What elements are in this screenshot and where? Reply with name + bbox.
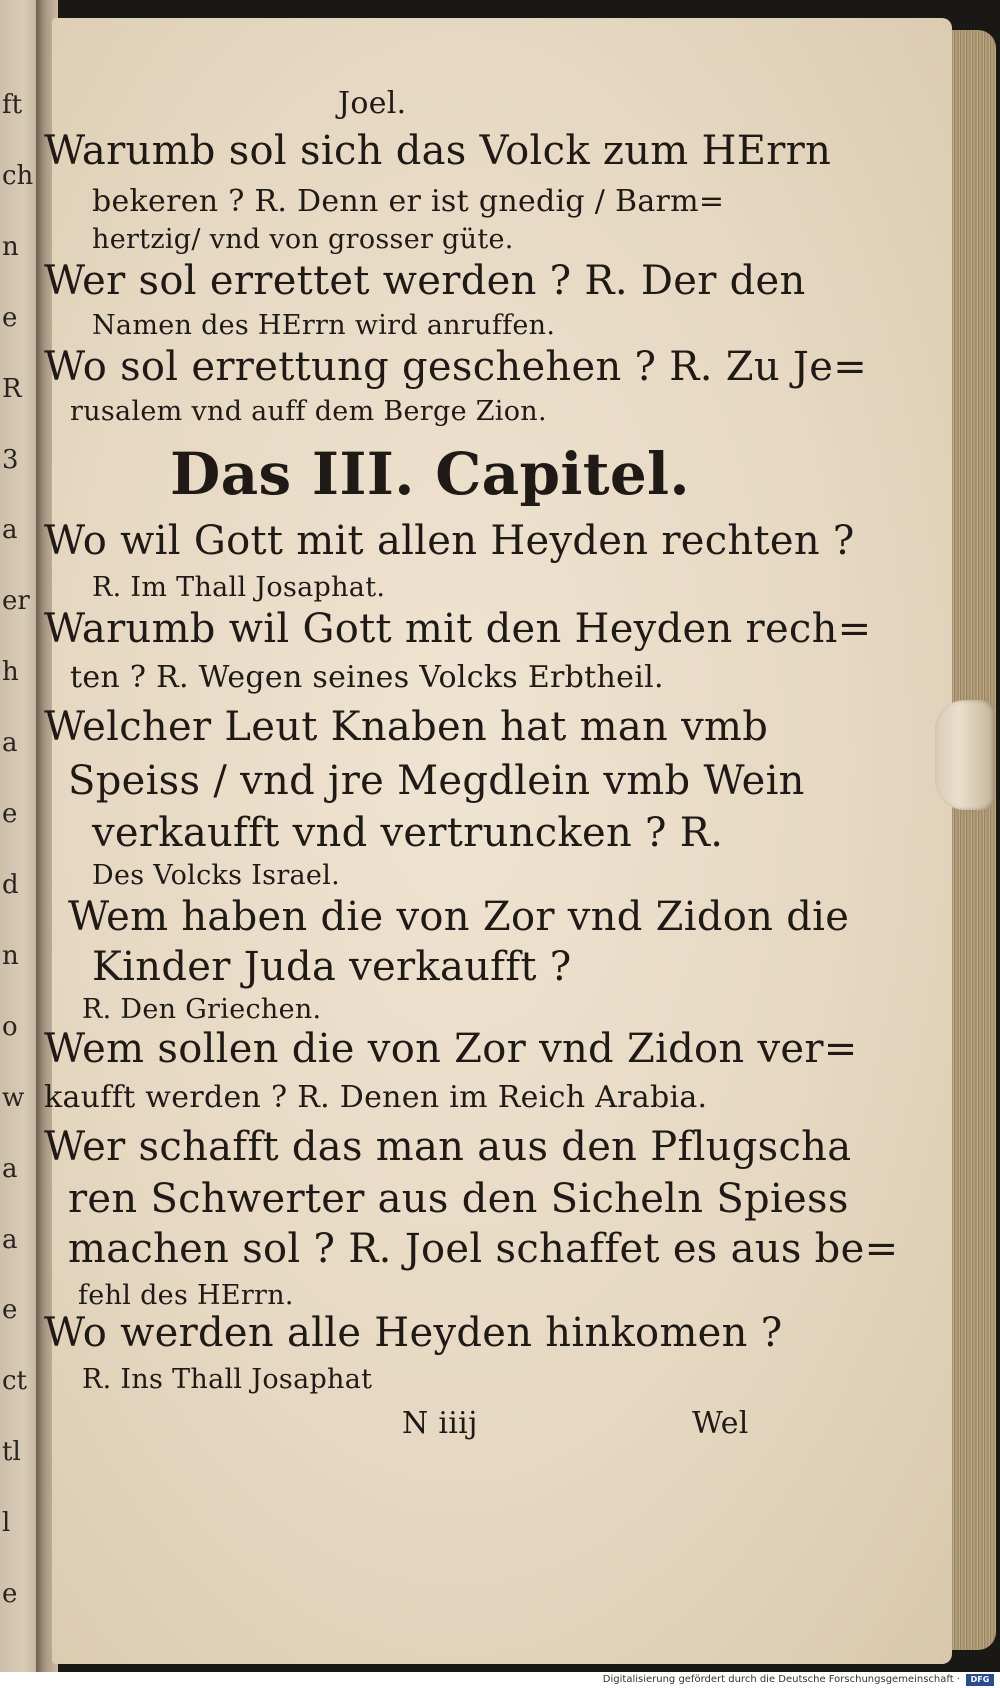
text-line: ten ? R. Wegen seines Volcks Erbtheil. — [70, 660, 664, 695]
left-page-fragment: a — [2, 1224, 18, 1255]
left-page-fragment: n — [2, 940, 19, 971]
catchword: Wel — [692, 1406, 749, 1441]
text-line: Des Volcks Israel. — [92, 860, 341, 891]
left-page-fragment: a — [2, 515, 18, 546]
footer-bar — [0, 1672, 1000, 1688]
text-line: Welcher Leut Knaben hat man vmb — [44, 704, 769, 750]
text-line: kaufft werden ? R. Denen im Reich Arabia. — [44, 1080, 708, 1115]
left-page-fragment: w — [2, 1082, 25, 1113]
left-page-fragment: er — [2, 586, 30, 617]
left-page-fragment: e — [2, 799, 18, 830]
text-line: Wo sol errettung geschehen ? R. Zu Je= — [44, 344, 868, 390]
left-page-fragment: 3 — [2, 444, 19, 475]
text-line: Kinder Juda verkaufft ? — [92, 944, 572, 990]
left-page-fragment: o — [2, 1011, 18, 1042]
left-page-fragment: a — [2, 1153, 18, 1184]
text-line: Namen des HErrn wird anruffen. — [92, 310, 556, 341]
text-line: Wer schafft das man aus den Pflugscha — [44, 1124, 852, 1170]
left-page-fragment: ct — [2, 1366, 28, 1397]
text-line: R. Den Griechen. — [82, 994, 322, 1025]
left-page-fragment: l — [2, 1508, 11, 1539]
left-page-fragment: n — [2, 231, 19, 262]
text-line: machen sol ? R. Joel schaffet es aus be= — [68, 1226, 899, 1272]
left-page-fragment: h — [2, 657, 19, 688]
chapter-heading: Das III. Capitel. — [170, 440, 690, 508]
left-page-fragment: R — [2, 373, 22, 404]
text-line: fehl des HErrn. — [78, 1280, 294, 1311]
signature-mark: N iiij — [402, 1406, 478, 1441]
text-line: Wem sollen die von Zor vnd Zidon ver= — [44, 1026, 858, 1072]
left-page-fragment: ch — [2, 160, 34, 191]
left-page-fragment: e — [2, 302, 18, 333]
text-line: Speiss / vnd jre Megdlein vmb Wein — [68, 758, 805, 804]
text-line: hertzig/ vnd von grosser güte. — [92, 224, 514, 255]
text-line: rusalem vnd auff dem Berge Zion. — [70, 396, 547, 427]
left-page-fragment: tl — [2, 1437, 21, 1468]
text-line: Wer sol errettet werden ? R. Der den — [44, 258, 806, 304]
left-page-fragment: a — [2, 728, 18, 759]
text-line: bekeren ? R. Denn er ist gnedig / Barm= — [92, 184, 725, 219]
text-line: Warumb wil Gott mit den Heyden rech= — [44, 606, 872, 652]
text-line: R. Im Thall Josaphat. — [92, 572, 386, 603]
left-page-fragment: e — [2, 1295, 18, 1326]
running-head: Joel. — [338, 86, 407, 121]
left-page-fragment: d — [2, 870, 19, 900]
text-line: Wo wil Gott mit allen Heyden rechten ? — [44, 518, 855, 564]
book-fore-edge — [948, 30, 996, 1650]
footer-credit: Digitalisierung gefördert durch die Deutsche Forschungsgemeinschaft · — [602, 1674, 960, 1685]
text-line: verkaufft vnd vertruncken ? R. — [92, 810, 724, 856]
page-text — [44, 18, 952, 1664]
book-page — [44, 18, 952, 1664]
text-line: Wem haben die von Zor vnd Zidon die — [68, 894, 850, 940]
text-line: R. Ins Thall Josaphat — [82, 1364, 373, 1395]
text-line: Wo werden alle Heyden hinkomen ? — [44, 1310, 783, 1356]
dfg-logo: DFG — [966, 1674, 994, 1686]
text-line: Warumb sol sich das Volck zum HErrn — [44, 128, 832, 174]
page-tab — [935, 700, 995, 810]
text-line: ren Schwerter aus den Sicheln Spiess — [68, 1176, 849, 1222]
left-page-fragment: ft — [2, 90, 23, 120]
left-page-fragment: e — [2, 1579, 18, 1610]
